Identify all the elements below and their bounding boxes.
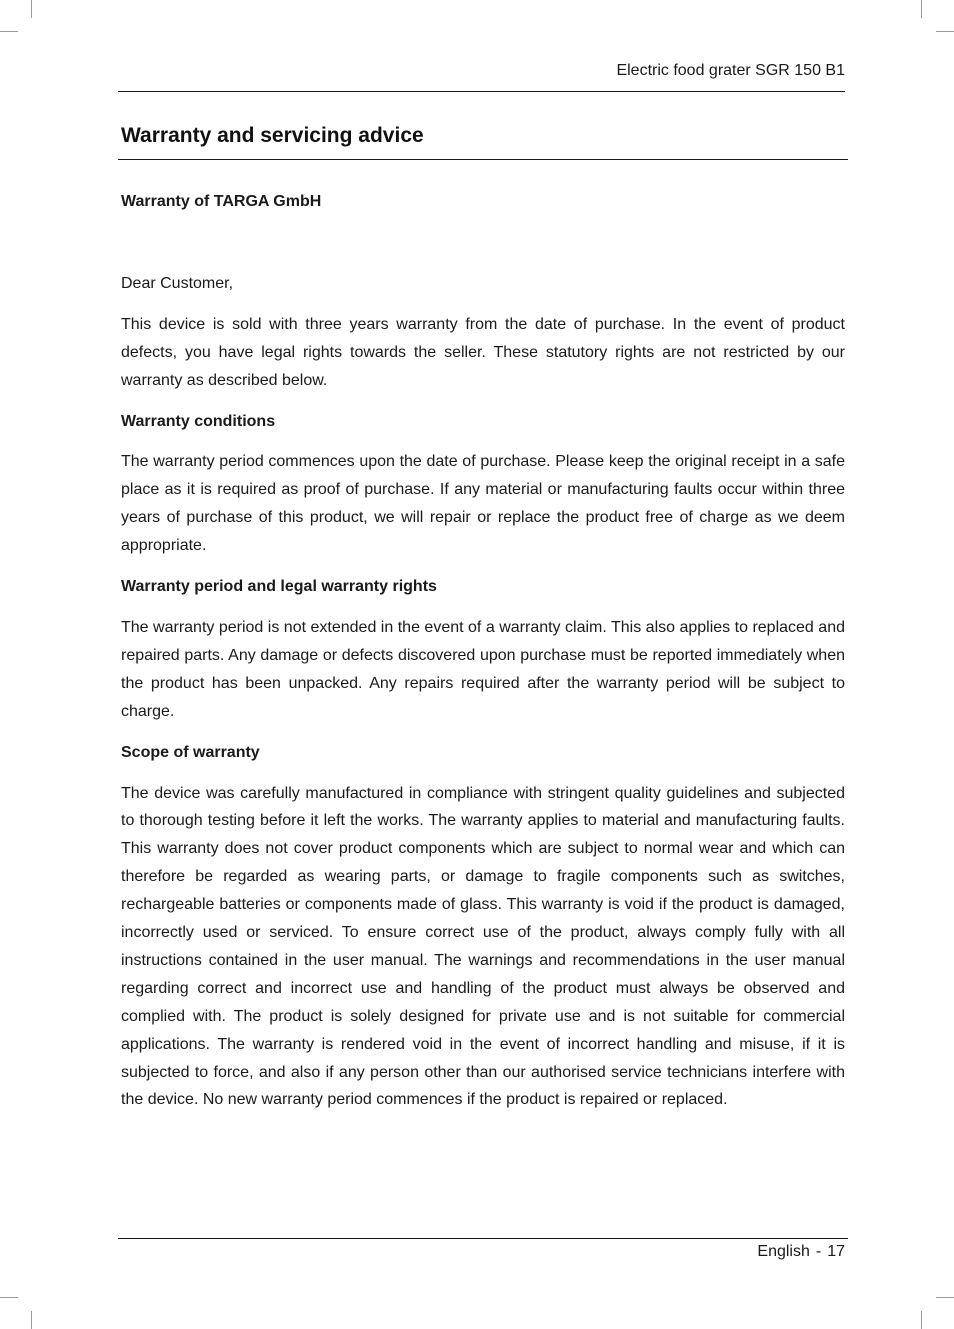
page-title: Warranty and servicing advice [121, 124, 424, 147]
footer-language: English [757, 1243, 810, 1260]
period-paragraph: The warranty period is not extended in the event of a warranty claim. This also applies to replaced and repaired parts. Any damage or defects discovered upon purchase must be reported immediately when the product has been unpacked. Any repairs required after the warranty period will be subject to charge. [121, 618, 845, 720]
intro-paragraph: This device is sold with three years warranty from the date of purchase. In the event of product defects, you have legal rights towards the seller. These statutory rights are not restricted by our warranty as described below. [121, 315, 845, 389]
footer-rule [118, 1238, 848, 1239]
crop-mark [0, 1297, 18, 1298]
scope-heading: Scope of warranty [121, 743, 260, 761]
scope-paragraph: The device was carefully manufactured in compliance with stringent quality guidelines and subjected to thorough testing before it left the works. The warranty applies to material and manufacturing faults. This warranty does not cover product components which are subject to normal wear and which can therefore be regarded as wearing parts, or damage to fragile components such as switches, rechargeable batteries or components made of glass. This warranty is void if the product is damaged, incorrectly used or serviced. To ensure correct use of the product, always comply fully with all instructions contained in the user manual. The warnings and recommendations in the user manual regarding correct and incorrect use and handling of the product must always be observed and complied with. The product is solely designed for private use and is not suitable for commercial applications. The warranty is rendered void in the event of incorrect handling and misuse, if it is subjected to force, and also if any person other than our authorised service technicians interfere with the device. No new warranty period commences if the product is repaired or replaced. [121, 784, 845, 1109]
crop-mark [936, 1297, 954, 1298]
crop-mark [31, 0, 32, 18]
crop-mark [921, 1311, 922, 1329]
conditions-paragraph: The warranty period commences upon the date of purchase. Please keep the original receipt in a safe place as it is required as proof of purchase. If any material or manufacturing faults occur within three years of purchase of this product, we will repair or replace the product free of charge as we deem appropriate. [121, 453, 845, 555]
crop-mark [0, 31, 18, 32]
running-header: Electric food grater SGR 150 B1 [616, 62, 845, 79]
conditions-heading: Warranty conditions [121, 412, 276, 430]
title-rule [118, 159, 848, 160]
salutation: Dear Customer, [121, 274, 234, 292]
footer-separator: - [815, 1243, 822, 1260]
warranty-of-heading: Warranty of TARGA GmbH [121, 193, 322, 210]
crop-mark [936, 31, 954, 32]
header-rule [118, 91, 845, 92]
crop-mark [921, 0, 922, 18]
page-number: 17 [827, 1243, 845, 1260]
crop-mark [31, 1311, 32, 1329]
document-body [121, 188, 845, 1114]
page-footer [120, 1243, 845, 1261]
period-heading: Warranty period and legal warranty rights [121, 578, 437, 596]
